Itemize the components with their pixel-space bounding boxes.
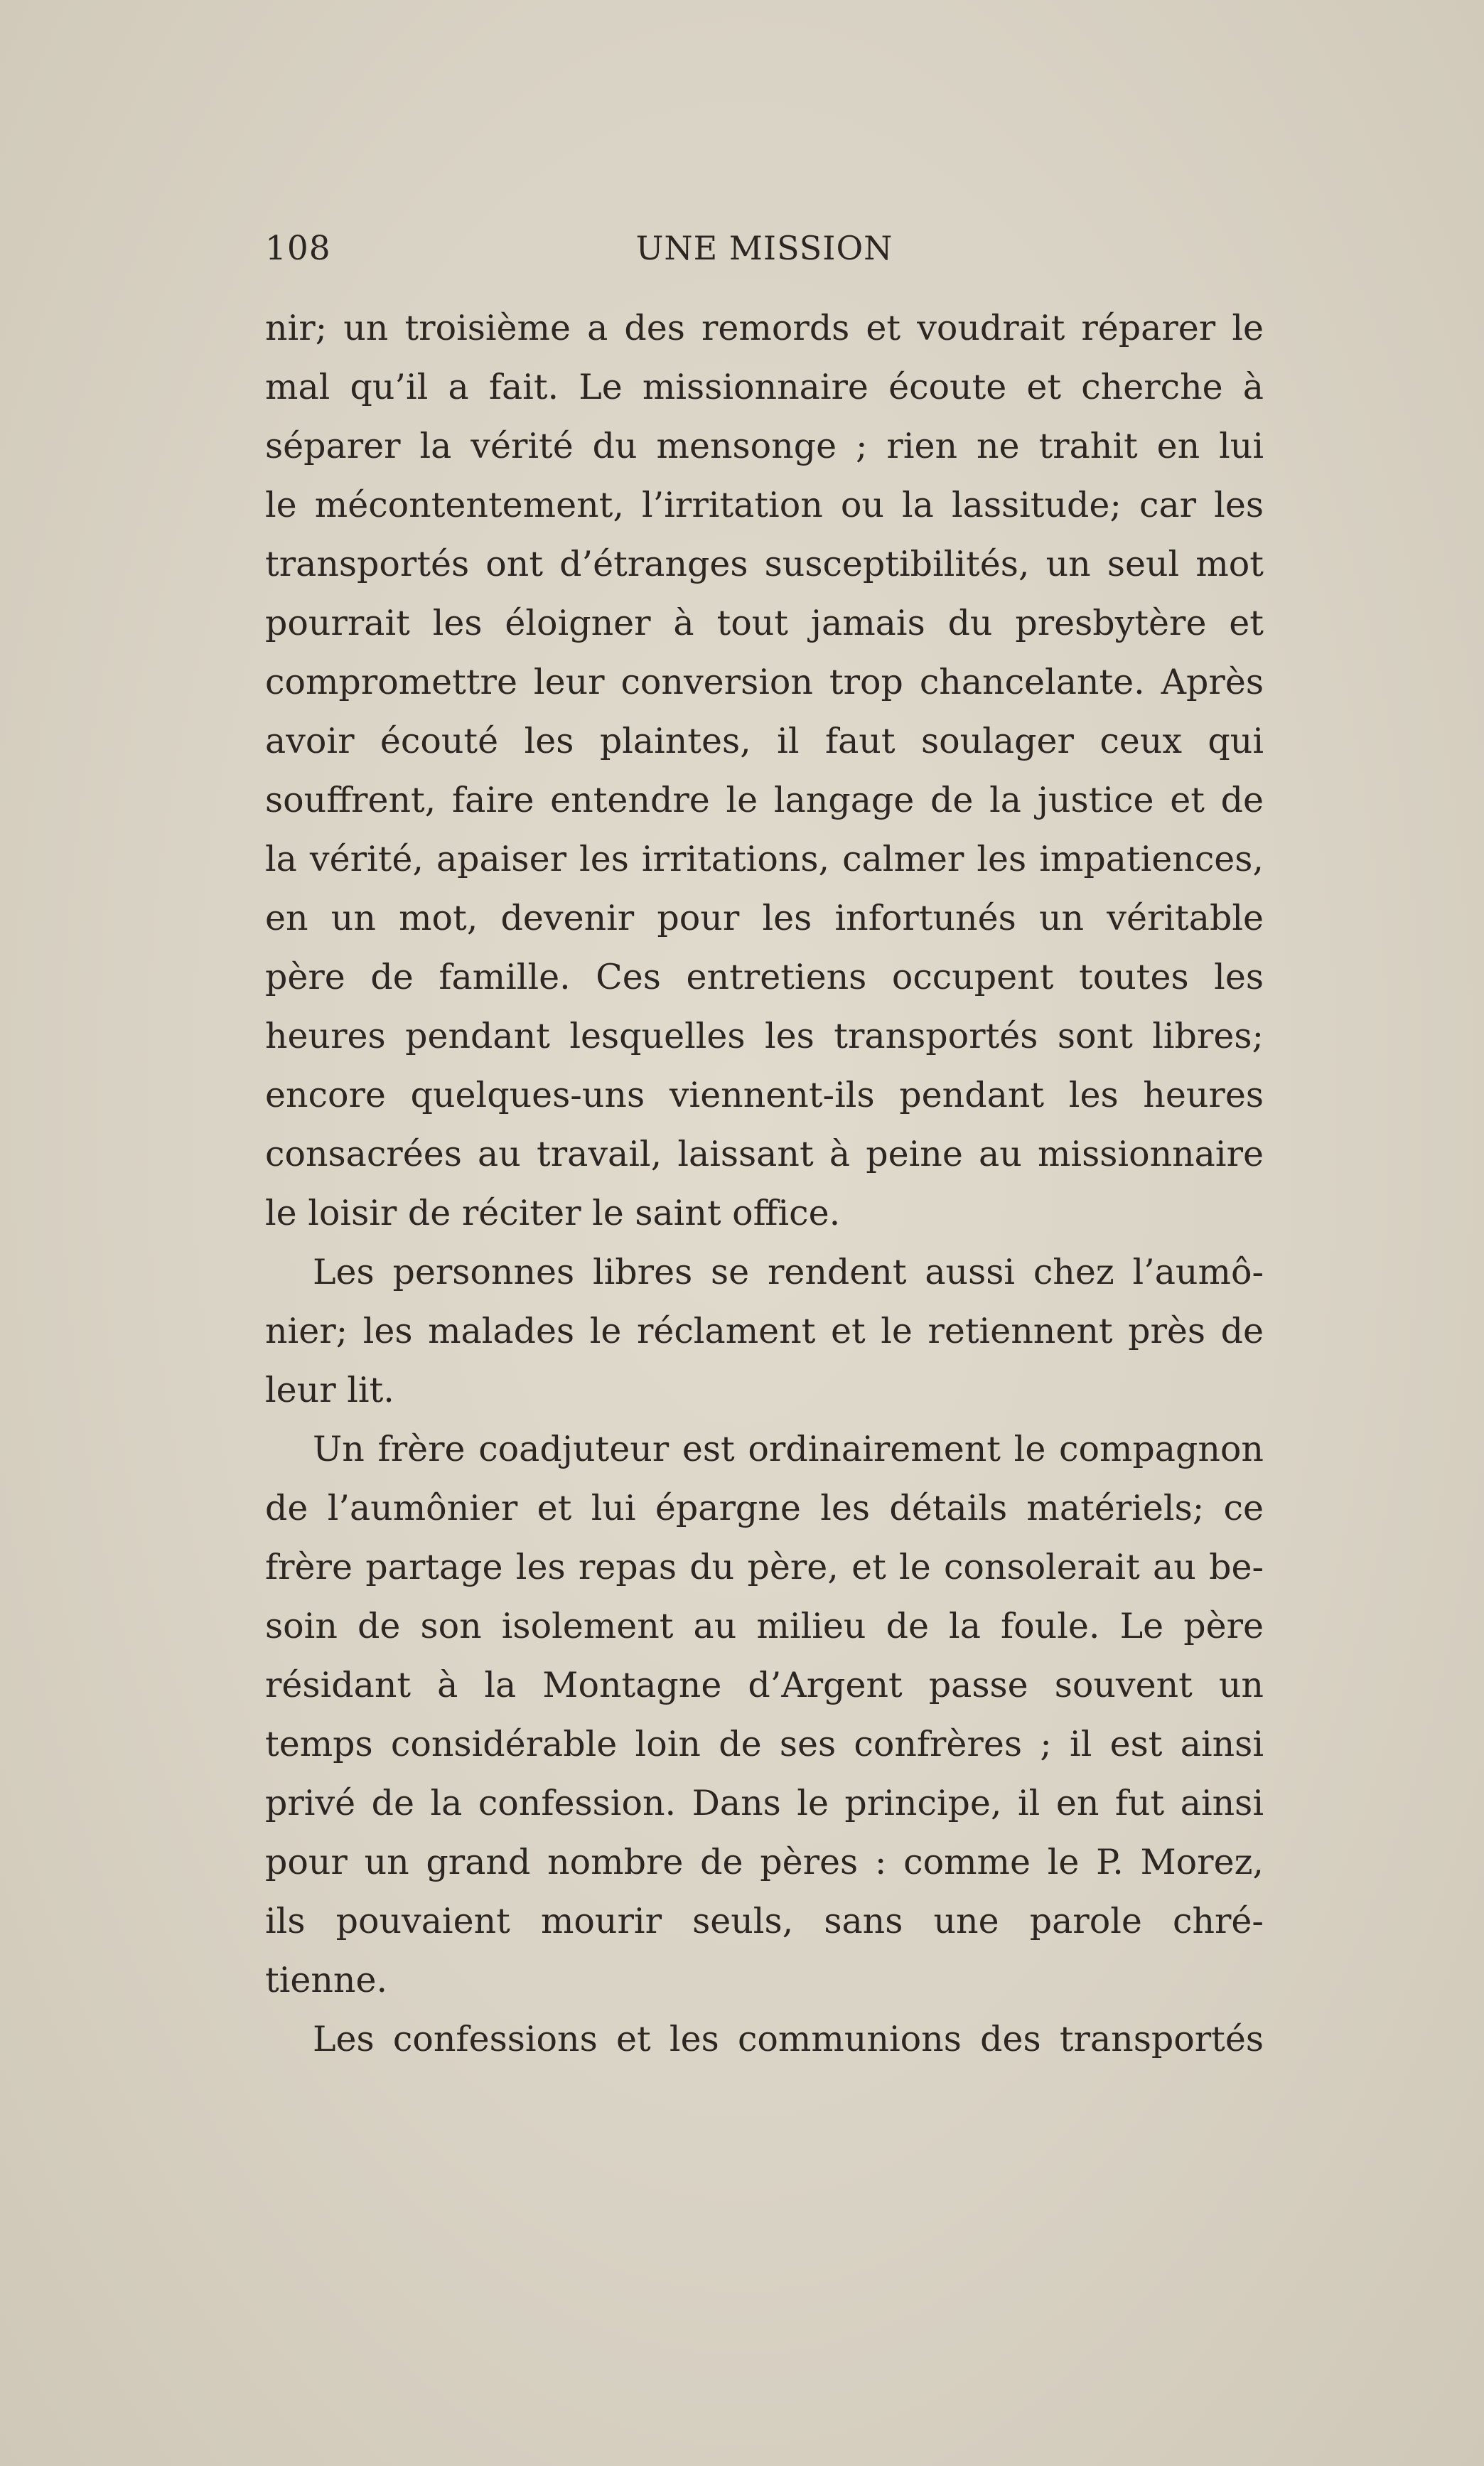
page-header bbox=[265, 229, 1264, 286]
text-line: souffrent, faire entendre le langage de la justice et de bbox=[265, 780, 1264, 820]
paragraph-end-line: le loisir de réciter le saint office. bbox=[265, 1193, 841, 1233]
text-line: de l’aumônier et lui épargne les détails matériels; ce bbox=[265, 1488, 1264, 1528]
text-line: pourrait les éloigner à tout jamais du presbytère et bbox=[265, 603, 1264, 643]
text-line: nir; un troisième a des remords et voudrait réparer le bbox=[265, 308, 1264, 348]
text-line: transportés ont d’étranges susceptibilités, un seul mot bbox=[265, 544, 1264, 584]
text-line: encore quelques-uns viennent-ils pendant les heures bbox=[265, 1075, 1264, 1115]
text-line: avoir écouté les plaintes, il faut soulager ceux qui bbox=[265, 721, 1264, 761]
text-line: père de famille. Ces entretiens occupent toutes les bbox=[265, 957, 1264, 997]
paragraph-end-line: tienne. bbox=[265, 1960, 388, 2000]
text-line: consacrées au travail, laissant à peine au missionnaire bbox=[265, 1134, 1264, 1174]
text-line: mal qu’il a fait. Le missionnaire écoute et cherche à bbox=[265, 367, 1264, 407]
text-line: heures pendant lesquelles les transportés sont libres; bbox=[265, 1016, 1264, 1056]
text-line: temps considérable loin de ses confrères ; il est ainsi bbox=[265, 1724, 1264, 1764]
text-line: frère partage les repas du père, et le consolerait au be- bbox=[265, 1547, 1264, 1587]
body-text bbox=[265, 299, 1264, 2069]
text-line: compromettre leur conversion trop chancelante. Après bbox=[265, 662, 1264, 702]
text-line: nier; les malades le réclament et le retiennent près de bbox=[265, 1311, 1264, 1351]
text-line: en un mot, devenir pour les infortunés un véritable bbox=[265, 898, 1264, 938]
text-line: soin de son isolement au milieu de la foule. Le père bbox=[265, 1606, 1264, 1646]
text-line: séparer la vérité du mensonge ; rien ne trahit en lui bbox=[265, 426, 1264, 466]
paragraph-first-line: Les personnes libres se rendent aussi chez l’aumô- bbox=[313, 1252, 1264, 1292]
text-line: la vérité, apaiser les irritations, calmer les impatiences, bbox=[265, 839, 1264, 879]
text-line: le mécontentement, l’irritation ou la lassitude; car les bbox=[265, 485, 1264, 525]
paragraph-first-line: Un frère coadjuteur est ordinairement le compagnon bbox=[313, 1429, 1264, 1469]
paragraph-end-line: leur lit. bbox=[265, 1370, 394, 1410]
text-line: privé de la confession. Dans le principe, il en fut ainsi bbox=[265, 1783, 1264, 1823]
text-line: résidant à la Montagne d’Argent passe souvent un bbox=[265, 1665, 1264, 1705]
text-line: ils pouvaient mourir seuls, sans une parole chré- bbox=[265, 1901, 1264, 1941]
page-number: 108 bbox=[265, 229, 331, 268]
running-title: UNE MISSION bbox=[635, 229, 893, 267]
text-line: pour un grand nombre de pères : comme le P. Morez, bbox=[265, 1842, 1264, 1882]
paragraph-first-line: Les confessions et les communions des transportés bbox=[313, 2019, 1264, 2059]
